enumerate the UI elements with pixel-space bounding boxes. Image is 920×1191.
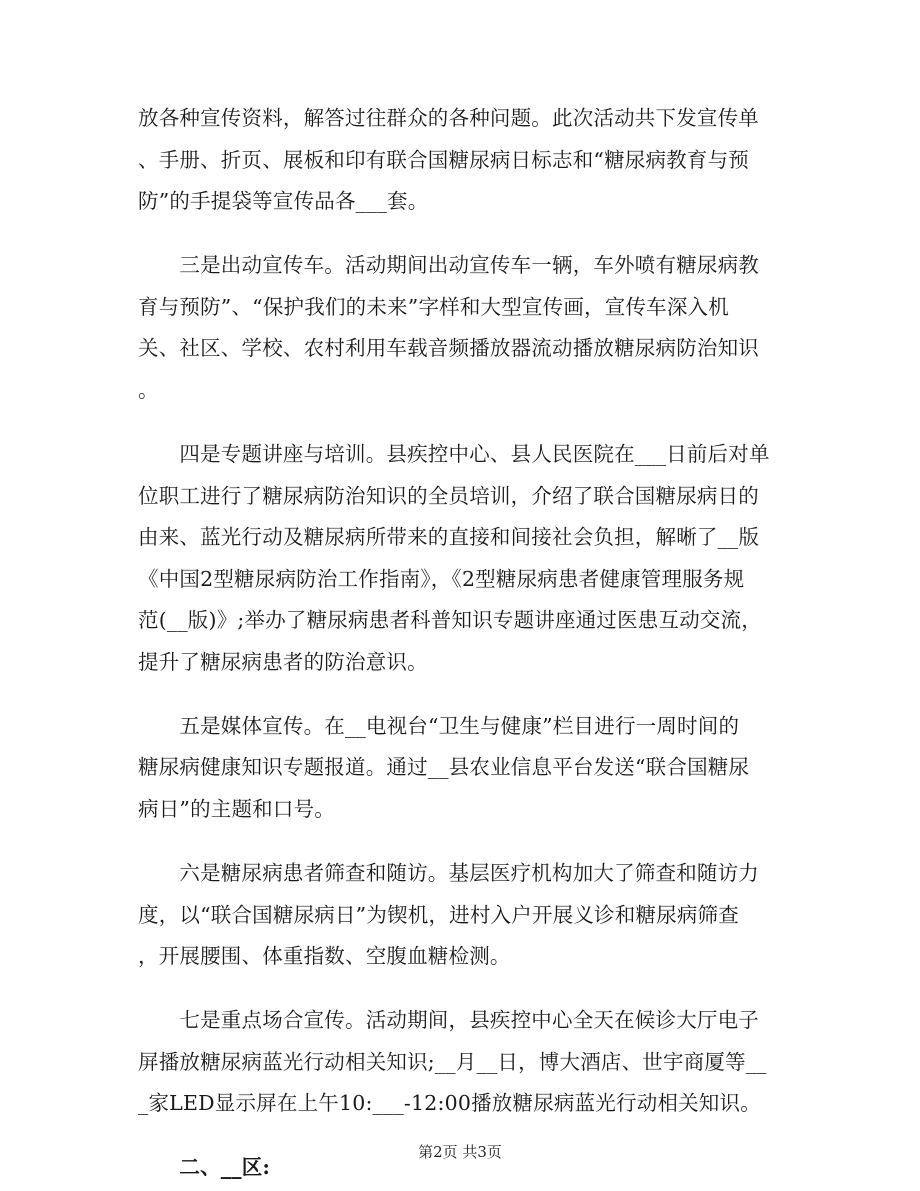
text-line: 关、社区、学校、农村利用车载音频播放器流动播放糖尿病防治知识: [138, 336, 759, 361]
text-line: 五是媒体宣传。在__电视台“卫生与健康”栏目进行一周时间的: [138, 713, 740, 738]
paragraph-publicity-vehicle: [138, 245, 798, 411]
text-line: 三是出动宣传车。活动期间出动宣传车一辆，车外喷有糖尿病教: [138, 253, 759, 278]
text-line: 七是重点场合宣传。活动期间，县疾控中心全天在候诊大厅电子: [138, 1008, 759, 1033]
text-line: 糖尿病健康知识专题报道。通过__县农业信息平台发送“联合国糖尿: [138, 755, 750, 780]
text-line: 、手册、折页、展板和印有联合国糖尿病日标志和“糖尿病教育与预: [138, 147, 749, 172]
text-line: 。: [138, 377, 159, 402]
paragraph-materials: [138, 98, 798, 223]
text-line: 育与预防”、“保护我们的未来”字样和大型宣传画，宣传车深入机: [138, 294, 729, 319]
document-body: [138, 98, 798, 1189]
text-line: 位职工进行了糖尿病防治知识的全员培训，介绍了联合国糖尿病日的: [138, 483, 759, 508]
text-line: 屏播放糖尿病蓝光行动相关知识;__月__日，博大酒店、世宇商厦等__: [138, 1049, 767, 1074]
paragraph-key-venues: [138, 1000, 798, 1125]
page-number-footer: 第2页 共3页: [418, 1143, 502, 1161]
text-line: _家LED显示屏在上午10:___-12:00播放糖尿病蓝光行动相关知识。: [138, 1091, 761, 1116]
text-line: ，开展腰围、体重指数、空腹血糖检测。: [138, 944, 511, 969]
text-line: 病日”的主题和口号。: [138, 797, 335, 822]
text-line: 四是专题讲座与培训。县疾控中心、县人民医院在___日前后对单: [138, 441, 770, 466]
text-line: 由来、蓝光行动及糖尿病所带来的直接和间接社会负担，解晰了__版: [138, 525, 760, 550]
text-line: 度，以“联合国糖尿病日”为锲机，进村入户开展义诊和糖尿病筛查: [138, 902, 739, 927]
text-line: 《中国2型糖尿病防治工作指南》，《2型糖尿病患者健康管理服务规: [138, 566, 745, 591]
text-line: 提升了糖尿病患者的防治意识。: [138, 649, 428, 674]
paragraph-media: [138, 706, 798, 831]
paragraph-lectures-training: [138, 434, 798, 684]
text-line: 防”的手提袋等宣传品各___套。: [138, 189, 429, 214]
heading-text: 二、__区:: [138, 1155, 271, 1180]
text-line: 放各种宣传资料，解答过往群众的各种问题。此次活动共下发宣传单: [138, 106, 759, 130]
paragraph-screening: [138, 853, 798, 978]
text-line: 范(__版)》;举办了糖尿病患者科普知识专题讲座通过医患互动交流，: [138, 608, 763, 633]
text-line: 六是糖尿病患者筛查和随访。基层医疗机构加大了筛查和随访力: [138, 861, 759, 886]
